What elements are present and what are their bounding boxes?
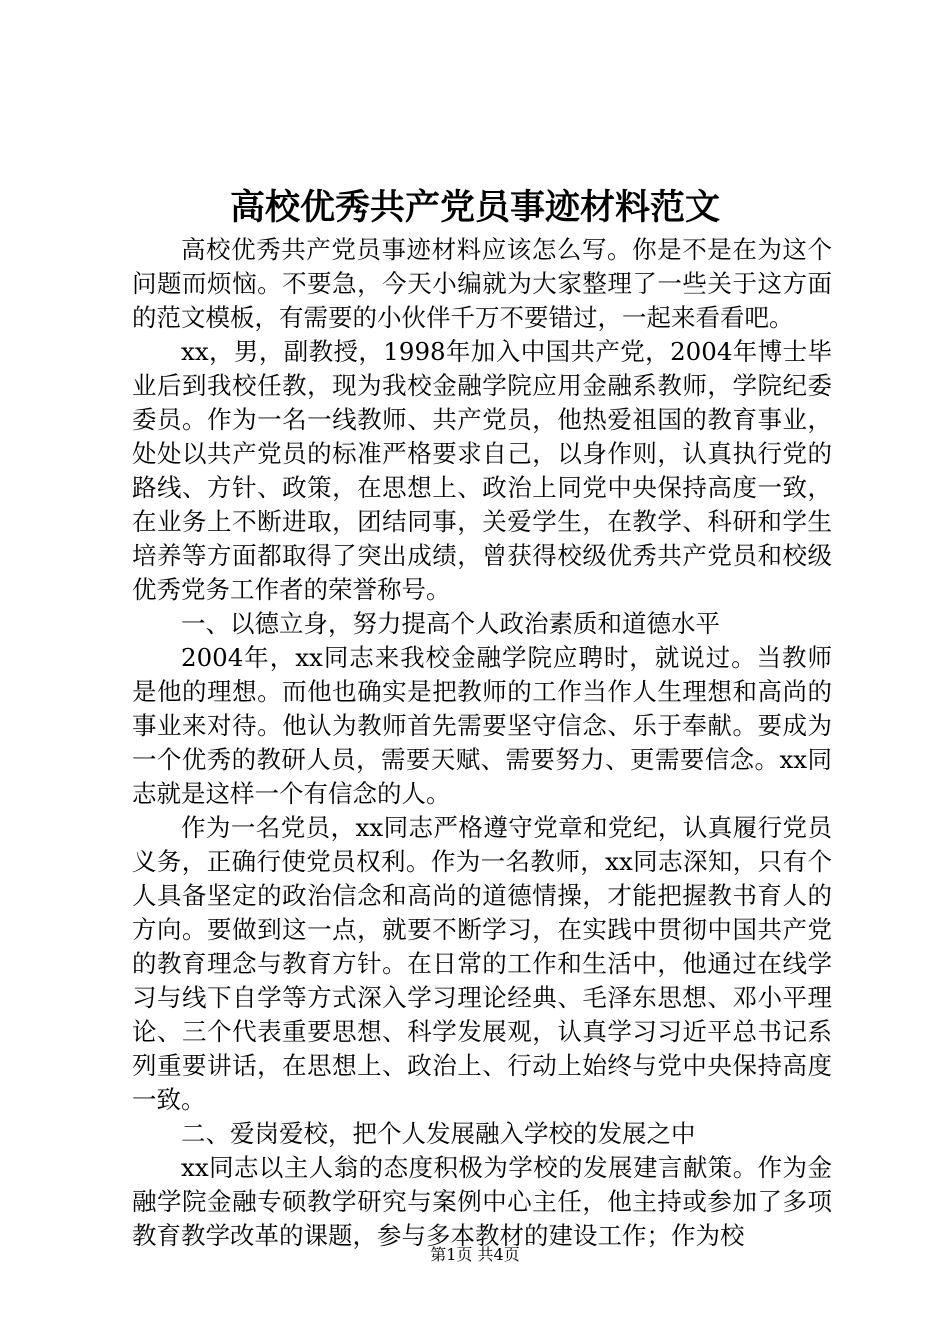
section-heading-2: 二、爱岗爱校，把个人发展融入学校的发展之中	[181, 1119, 696, 1148]
section-heading-1: 一、以德立身，努力提高个人政治素质和道德水平	[181, 609, 720, 638]
paragraph-profile: xx，男，副教授，1998年加入中国共产党，2004年博士毕业后到我校任教，现为我校金融学院应用金融系教师，学院纪委委员。作为一名一线教师、共产党员，他热爱祖国的教育事业，处处以共产党员的标准严格要求自己，以身作则，认真执行党的路线、方针、政策，在思想上、政治上同党中央保持高度一致，在业务上不断进取，团结同事，关爱学生，在教学、科研和学生培养等方面都取得了突出成绩，曾获得校级优秀共产党员和校级优秀党务工作者的荣誉称号。	[132, 337, 832, 604]
document-title: 高校优秀共产党员事迹材料范文	[229, 187, 720, 228]
paragraph-section1-a: 2004年，xx同志来我校金融学院应聘时，就说过。当教师是他的理想。而他也确实是把教师的工作当作人生理想和高尚的事业来对待。他认为教师首先需要坚守信念、乐于奉献。要成为一个优秀的教研人员，需要天赋、需要努力、更需要信念。xx同志就是这样一个有信念的人。	[132, 643, 832, 808]
paragraph-intro: 高校优秀共产党员事迹材料应该怎么写。你是不是在为这个问题而烦恼。不要急，今天小编就为大家整理了一些关于这方面的范文模板，有需要的小伙伴千万不要错过，一起来看看吧。	[132, 235, 832, 332]
paragraph-section2-a: xx同志以主人翁的态度积极为学校的发展建言献策。作为金融学院金融专硕教学研究与案例中心主任，他主持或参加了多项教育教学改革的课题，参与多本教材的建设工作；作为校	[132, 1153, 832, 1250]
document-body	[132, 233, 832, 1253]
page-footer: 第1页 共4页	[430, 1245, 520, 1264]
paragraph-section1-b: 作为一名党员，xx同志严格遵守党章和党纪，认真履行党员义务，正确行使党员权利。作为一名教师，xx同志深知，只有个人具备坚定的政治信念和高尚的道德情操，才能把握教书育人的方向。要做到这一点，就要不断学习，在实践中贯彻中国共产党的教育理念与教育方针。在日常的工作和生活中，他通过在线学习与线下自学等方式深入学习理论经典、毛泽东思想、邓小平理论、三个代表重要思想、科学发展观，认真学习习近平总书记系列重要讲话，在思想上、政治上、行动上始终与党中央保持高度一致。	[132, 813, 832, 1114]
